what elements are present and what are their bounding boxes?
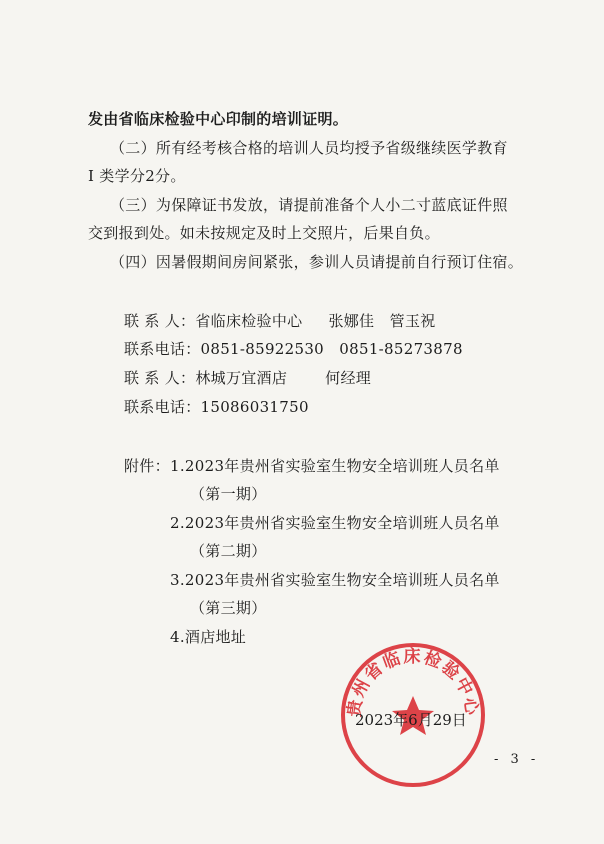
attachments-label: 附件： (124, 457, 170, 475)
contact-label: 联 系 人： (124, 312, 196, 330)
contact-phone: 15086031750 (200, 398, 309, 416)
contact-names: 何经理 (325, 369, 372, 387)
contact-org: 省临床检验中心 (195, 312, 303, 330)
body-line-6: （四）因暑假期间房间紧张，参训人员请提前自行预订住宿。 (110, 253, 524, 271)
seal-text: 贵州省临床检验中心 (344, 647, 482, 719)
attachment-item-2: 2.2023年贵州省实验室生物安全培训班人员名单 (170, 514, 500, 532)
signature-date: 2023年6月29日 (355, 711, 467, 729)
contact-label: 联 系 人： (124, 369, 196, 387)
contact-label: 联系电话： (124, 398, 201, 416)
contact-row-4 (124, 396, 309, 417)
contact-org: 林城万宜酒店 (195, 369, 288, 387)
contact-row-3 (124, 367, 371, 388)
page-number: - 3 - (494, 752, 540, 767)
attachment-item-1: 1.2023年贵州省实验室生物安全培训班人员名单 (170, 457, 500, 475)
body-line-2: （二）所有经考核合格的培训人员均授予省级继续医学教育 (110, 139, 508, 157)
body-line-5: 交到报到处。如未按规定及时上交照片，后果自负。 (88, 224, 440, 242)
body-line-4: （三）为保障证书发放，请提前准备个人小二寸蓝底证件照 (110, 196, 508, 214)
attachment-item-4: 4.酒店地址 (170, 628, 247, 646)
attachment-item-3: 3.2023年贵州省实验室生物安全培训班人员名单 (170, 571, 500, 589)
attachment-item-3-period: （第三期） (190, 599, 267, 617)
body-line-1: 发由省临床检验中心印制的培训证明。 (88, 110, 349, 128)
body-line-3: I 类学分2分。 (88, 167, 186, 185)
contact-phone: 0851-85922530 0851-85273878 (200, 340, 463, 358)
contact-row-1 (124, 310, 436, 331)
contact-row-2 (124, 338, 463, 359)
contact-names: 张娜佳 管玉祝 (328, 312, 436, 330)
contact-label: 联系电话： (124, 340, 201, 358)
attachment-item-1-period: （第一期） (190, 485, 267, 503)
attachment-item-2-period: （第二期） (190, 542, 267, 560)
